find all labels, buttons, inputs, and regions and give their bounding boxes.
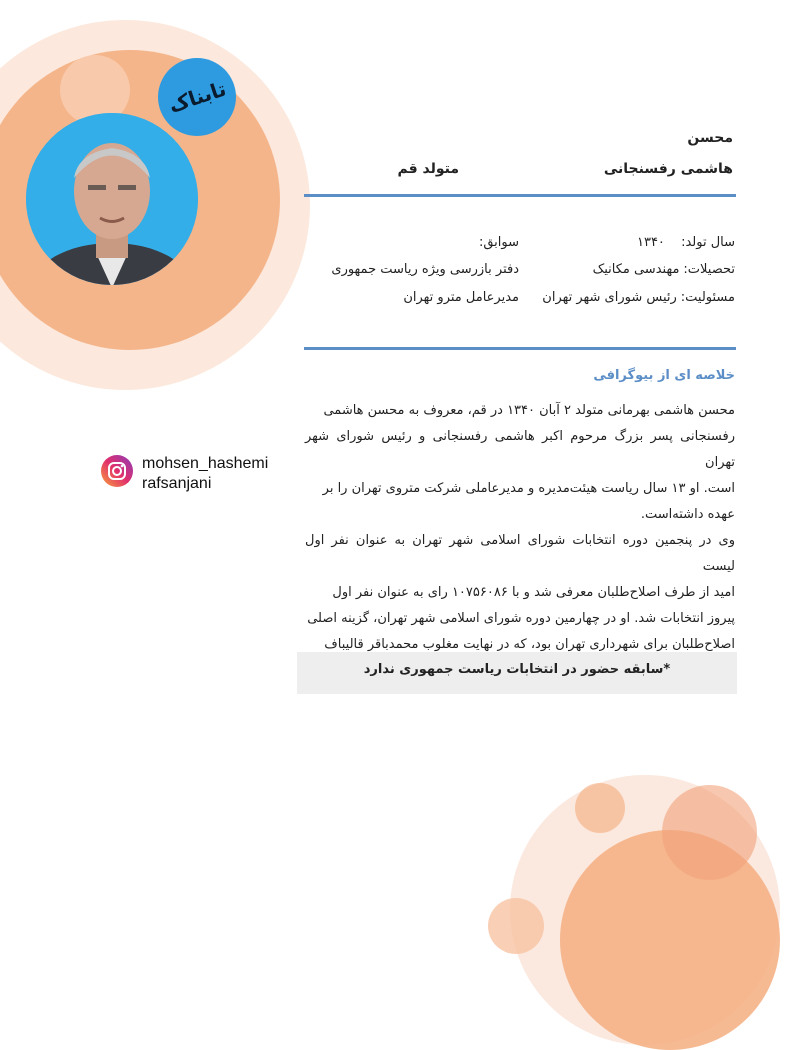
instagram-handle[interactable] bbox=[100, 454, 268, 494]
bio-line: عهده داشته‌است. bbox=[640, 507, 735, 522]
deco-circle-bottom-medium bbox=[662, 785, 757, 880]
election-note-text: *سابقه حضور در انتخابات ریاست جمهوری ندارد bbox=[363, 662, 671, 677]
instagram-line2: rafsanjani bbox=[142, 475, 212, 492]
instagram-icon bbox=[100, 454, 134, 488]
tabnak-logo bbox=[158, 58, 236, 136]
bio-text bbox=[305, 398, 735, 684]
divider-bio bbox=[304, 347, 736, 350]
birth-year-row bbox=[637, 235, 735, 250]
education-row bbox=[593, 262, 735, 277]
instagram-line1: mohsen_hashemi bbox=[142, 455, 269, 472]
birth-year-label: سال تولد: bbox=[681, 235, 735, 250]
education-value: مهندسی مکانیک bbox=[592, 262, 680, 277]
birthplace: متولد قم bbox=[397, 161, 459, 177]
birth-year-value: ۱۳۴۰ bbox=[636, 235, 665, 250]
election-note bbox=[297, 652, 737, 694]
bio-line: اصلاح‌طلبان برای شهرداری تهران بود، که در نهایت مغلوب محمدباقر قالیباف bbox=[324, 637, 735, 652]
bio-line: رفسنجانی پسر بزرگ مرحوم اکبر هاشمی رفسنجانی و رئیس شورای شهر تهران bbox=[305, 429, 735, 470]
history-item: دفتر بازرسی ویژه ریاست جمهوری bbox=[331, 262, 519, 277]
first-name: محسن bbox=[687, 130, 733, 146]
education-label: تحصیلات: bbox=[683, 262, 735, 277]
portrait-photo bbox=[26, 113, 198, 285]
responsibility-row bbox=[542, 290, 735, 305]
bio-line: محسن هاشمی بهرمانی متولد ۲ آبان ۱۳۴۰ در قم، معروف به محسن هاشمی bbox=[323, 403, 735, 418]
deco-circle-bottom-tiny bbox=[488, 898, 544, 954]
history-label: سوابق: bbox=[478, 235, 519, 250]
deco-circle-bottom-small bbox=[575, 783, 625, 833]
bio-title: خلاصه ای از بیوگرافی bbox=[593, 368, 735, 383]
bio-line: امید از طرف اصلاح‌طلبان معرفی شد و با ۱۰۷۵۶۰۸۶ رای به عنوان نفر اول bbox=[332, 585, 735, 600]
last-name: هاشمی رفسنجانی bbox=[603, 161, 733, 177]
deco-circle-bottom-mid bbox=[560, 830, 780, 1050]
responsibility-label: مسئولیت: bbox=[680, 290, 735, 305]
bio-line: وی در پنجمین دوره انتخابات شورای اسلامی شهر تهران به عنوان نفر اول لیست bbox=[305, 533, 735, 574]
responsibility-value: رئیس شورای شهر تهران bbox=[542, 290, 677, 305]
divider-top bbox=[304, 194, 736, 197]
bio-line: پیروز انتخابات شد. او در چهارمین دوره شورای اسلامی شهر تهران، گزینه اصلی bbox=[307, 611, 735, 626]
bio-line: است. او ۱۳ سال ریاست هیئت‌مدیره و مدیرعاملی شرکت متروی تهران را بر bbox=[322, 481, 735, 496]
history-item: مدیرعامل مترو تهران bbox=[403, 290, 519, 305]
logo-text: تابناک bbox=[165, 76, 229, 118]
